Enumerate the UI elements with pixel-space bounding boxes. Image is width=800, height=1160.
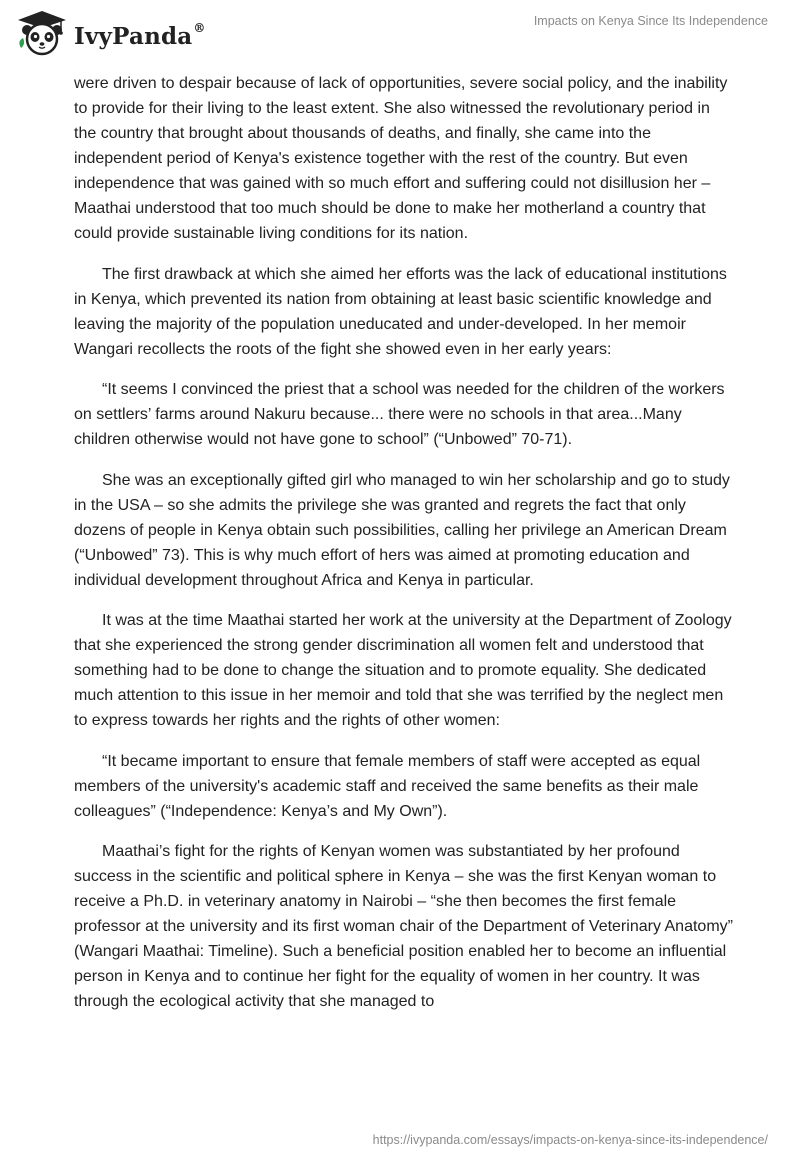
document-title: Impacts on Kenya Since Its Independence xyxy=(533,14,768,28)
paragraph: She was an exceptionally gifted girl who managed to win her scholarship and go to study in the USA – so she admits the privilege she was granted and regrets the fact that only dozens of people in Kenya obtain such possibilities, calling her privilege an American Dream (“Unbowed” 73). This is why much effort of hers was aimed at promoting education and individual development throughout Africa and Kenya in particular. xyxy=(74,471,730,589)
source-url-link[interactable]: https://ivypanda.com/essays/impacts-on-kenya-since-its-independence/ xyxy=(372,1133,768,1147)
registered-mark: ® xyxy=(193,20,206,35)
paragraph: It was at the time Maathai started her work at the university at the Department of Zoology that she experienced the strong gender discrimination all women felt and understood that something had to be done to change the situation and to promote equality. She dedicated much attention to this issue in her memoir and told that she was terrified by the neglect men to express towards her rights and the rights of other women: xyxy=(74,612,732,729)
essay-body xyxy=(74,71,734,1030)
page-header xyxy=(0,0,800,66)
paragraph: were driven to despair because of lack of opportunities, severe social policy, and the inability to provide for their living to the least extent. She also witnessed the revolutionary period in the country that brought about thousands of deaths, and finally, she came into the independent period of Kenya's existence together with the rest of the country. But even independence that was gained with so much effort and suffering could not disillusion her – Maathai understood that too much should be done to make her motherland a country that could provide sustainable living conditions for its nation. xyxy=(74,75,728,242)
ivypanda-logo[interactable] xyxy=(14,8,206,58)
paragraph: The first drawback at which she aimed her efforts was the lack of educational institutions in Kenya, which prevented its nation from obtaining at least basic scientific knowledge and leaving the majority of the population uneducated and under-developed. In her memoir Wangari recollects the roots of the fight she showed even in her early years: xyxy=(74,265,727,358)
brand-name: IvyPanda® xyxy=(74,20,206,50)
block-quote: “It seems I convinced the priest that a school was needed for the children of the workers on settlers’ farms around Nakuru because... there were no schools in that area...Many children otherwise would not have gone to school” (“Unbowed” 70-71). xyxy=(74,381,725,448)
block-quote: “It became important to ensure that female members of staff were accepted as equal members of the university's academic staff and received the same benefits as their male colleagues” (“Independence: Kenya’s and My Own”). xyxy=(74,752,701,820)
paragraph: Maathai’s fight for the rights of Kenyan women was substantiated by her profound success in the scientific and political sphere in Kenya – she was the first Kenyan woman to receive a Ph.D. in veterinary anatomy in Nairobi – “she then becomes the first female professor at the university and its first woman chair of the Department of Veterinary Anatomy” (Wangari Maathai: Timeline). Such a beneficial position enabled her to become an influential person in Kenya and to continue her fight for the equality of women in her country. It was through the ecological activity that she managed to xyxy=(74,843,733,1010)
panda-graduate-icon xyxy=(14,8,70,58)
